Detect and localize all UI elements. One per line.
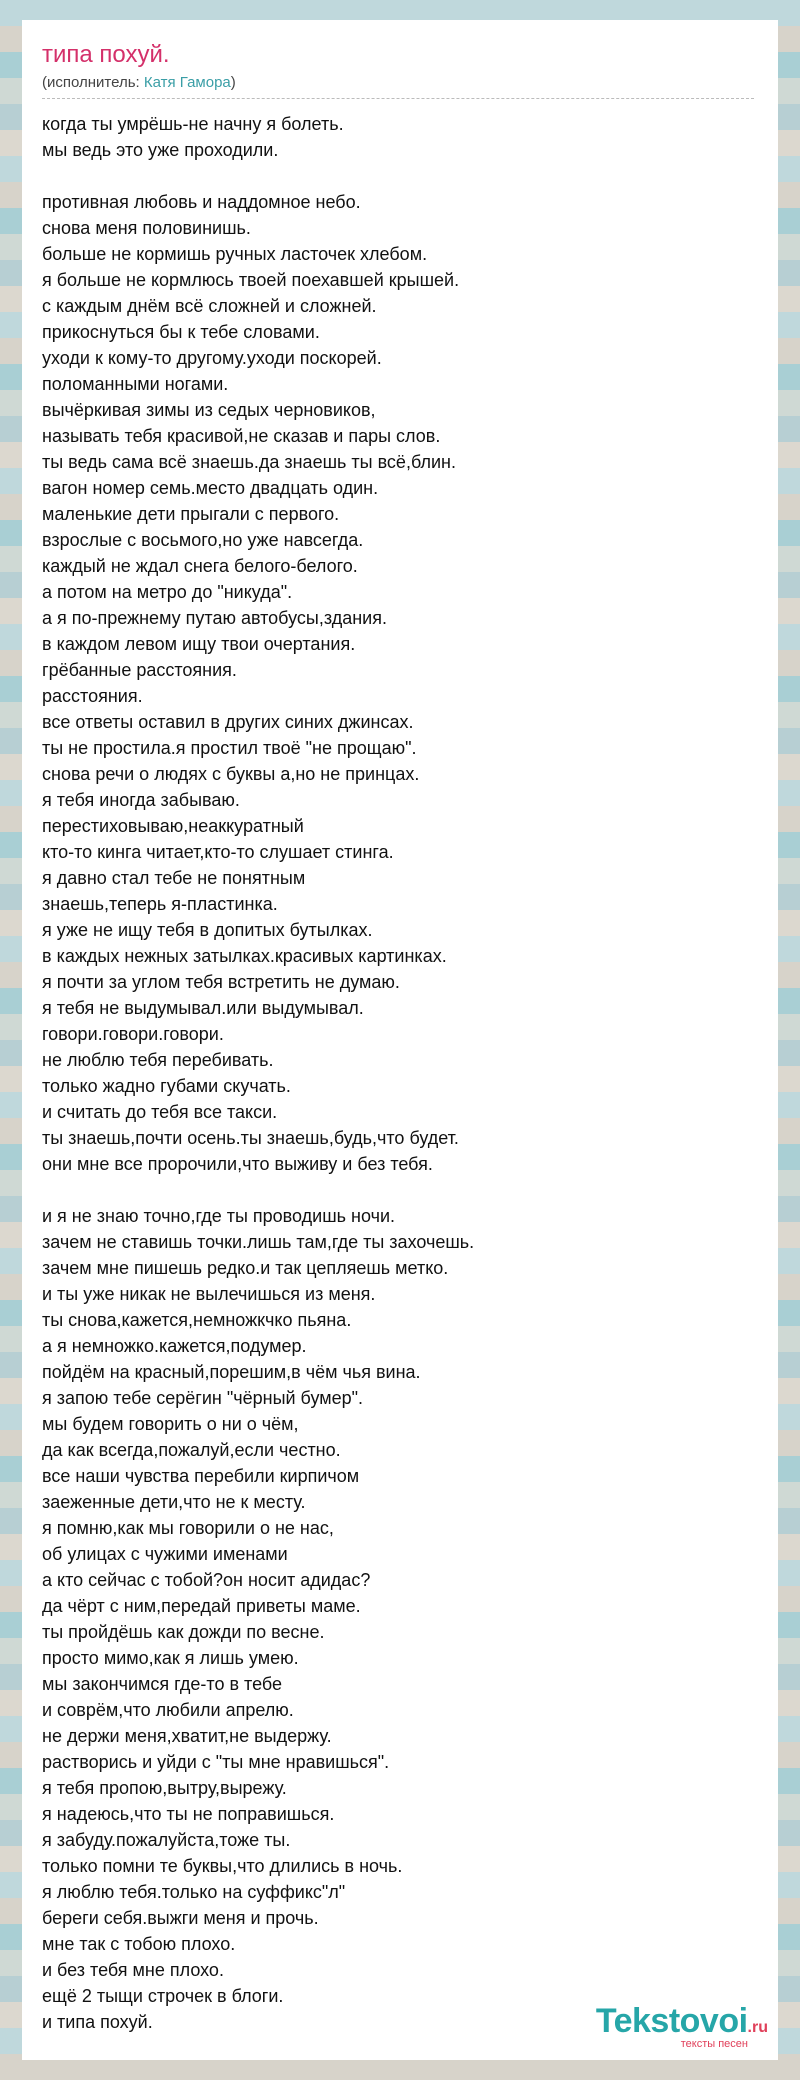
lyric-line: мы будем говорить о ни о чём, [42, 1414, 299, 1434]
lyric-line: знаешь,теперь я-пластинка. [42, 894, 278, 914]
lyric-line [42, 163, 758, 189]
lyric-line: я больше не кормлюсь твоей поехавшей крышей. [42, 270, 460, 290]
lyric-line: я забуду.пожалуйста,тоже ты. [42, 1830, 291, 1850]
lyric-line: я надеюсь,что ты не поправишься. [42, 1804, 335, 1824]
lyric-line: мы ведь это уже проходили. [42, 140, 279, 160]
lyric-line: я помню,как мы говорили о не нас, [42, 1518, 334, 1538]
lyric-line: перестиховываю,неаккуратный [42, 816, 304, 836]
lyric-line: взрослые с восьмого,но уже навсегда. [42, 530, 364, 550]
lyric-line: зачем не ставишь точки.лишь там,где ты захочешь. [42, 1232, 475, 1252]
lyric-line: в каждых нежных затылках.красивых картинках. [42, 946, 447, 966]
lyric-line: поломанными ногами. [42, 374, 229, 394]
lyric-line: все ответы оставил в других синих джинсах. [42, 712, 414, 732]
lyric-line: а я немножко.кажется,подумер. [42, 1336, 307, 1356]
lyric-line: а я по-прежнему путаю автобусы,здания. [42, 608, 387, 628]
lyric-line: ты не простила.я простил твоё "не прощаю". [42, 738, 417, 758]
performer-suffix: ) [230, 74, 236, 91]
lyric-line: кто-то кинга читает,кто-то слушает стинга. [42, 842, 394, 862]
lyric-line: снова меня половинишь. [42, 218, 251, 238]
lyric-line: да чёрт с ним,передай приветы маме. [42, 1596, 361, 1616]
lyric-line: об улицах с чужими именами [42, 1544, 288, 1564]
lyric-line: зачем мне пишешь редко.и так цепляешь метко. [42, 1258, 449, 1278]
lyric-line: когда ты умрёшь-не начну я болеть. [42, 114, 344, 134]
song-title: типа похуй. [42, 41, 170, 68]
lyric-line: вагон номер семь.место двадцать один. [42, 478, 379, 498]
lyric-line: говори.говори.говори. [42, 1024, 224, 1044]
lyric-line: расстояния. [42, 686, 143, 706]
lyric-line: растворись и уйди с "ты мне нравишься". [42, 1752, 390, 1772]
performer-prefix: (исполнитель: [42, 74, 144, 91]
lyric-line: маленькие дети прыгали с первого. [42, 504, 340, 524]
logo-wordmark: Tekstovoi [595, 2002, 748, 2040]
lyric-line: и считать до тебя все такси. [42, 1102, 278, 1122]
lyric-line: грёбанные расстояния. [42, 660, 237, 680]
lyric-line: ещё 2 тыщи строчек в блоги. [42, 1986, 284, 2006]
lyric-line: береги себя.выжги меня и прочь. [42, 1908, 319, 1928]
lyric-line: ты снова,кажется,немножкчко пьяна. [42, 1310, 352, 1330]
lyric-line: уходи к кому-то другому.уходи поскорей. [42, 348, 382, 368]
lyric-line: я уже не ищу тебя в допитых бутылках. [42, 920, 373, 940]
lyric-line: и ты уже никак не вылечишься из меня. [42, 1284, 376, 1304]
lyric-line: называть тебя красивой,не сказав и пары слов. [42, 426, 441, 446]
lyric-line: только жадно губами скучать. [42, 1076, 291, 1096]
lyric-line: не люблю тебя перебивать. [42, 1050, 274, 1070]
lyric-line: я люблю тебя.только на суффикс"л" [42, 1882, 346, 1902]
lyric-line: ты пройдёшь как дожди по весне. [42, 1622, 325, 1642]
lyrics-text [42, 111, 758, 2035]
lyric-line: в каждом левом ищу твои очертания. [42, 634, 356, 654]
lyric-line: а кто сейчас с тобой?он носит адидас? [42, 1570, 371, 1590]
logo-tagline: тексты песен [680, 2038, 748, 2050]
lyric-line: они мне все пророчили,что выживу и без тебя. [42, 1154, 433, 1174]
lyric-line: каждый не ждал снега белого-белого. [42, 556, 358, 576]
lyric-line: и я не знаю точно,где ты проводишь ночи. [42, 1206, 396, 1226]
lyric-line: да как всегда,пожалуй,если честно. [42, 1440, 341, 1460]
lyric-line: вычёркивая зимы из седых черновиков, [42, 400, 376, 420]
logo-tld: .ru [747, 2019, 768, 2036]
lyric-line: все наши чувства перебили кирпичом [42, 1466, 360, 1486]
lyric-line: больше не кормишь ручных ласточек хлебом. [42, 244, 428, 264]
lyric-line: я почти за углом тебя встретить не думаю. [42, 972, 400, 992]
lyric-line: противная любовь и наддомное небо. [42, 192, 361, 212]
lyric-line: не держи меня,хватит,не выдержу. [42, 1726, 332, 1746]
site-logo[interactable] [596, 2004, 768, 2050]
lyric-line: ты знаешь,почти осень.ты знаешь,будь,что будет. [42, 1128, 459, 1148]
lyric-line: я давно стал тебе не понятным [42, 868, 306, 888]
lyric-line: я тебя не выдумывал.или выдумывал. [42, 998, 364, 1018]
lyric-line: и типа похуй. [42, 2012, 153, 2032]
performer-line [42, 74, 754, 99]
lyric-line: ты ведь сама всё знаешь.да знаешь ты всё,блин. [42, 452, 456, 472]
lyric-line: я тебя иногда забываю. [42, 790, 240, 810]
lyric-line: и без тебя мне плохо. [42, 1960, 224, 1980]
lyric-line: только помни те буквы,что длились в ночь. [42, 1856, 403, 1876]
lyric-line [42, 1177, 758, 1203]
lyric-line: снова речи о людях с буквы а,но не принцах. [42, 764, 420, 784]
lyric-line: прикоснуться бы к тебе словами. [42, 322, 320, 342]
lyric-line: я тебя пропою,вытру,вырежу. [42, 1778, 287, 1798]
lyric-line: мы закончимся где-то в тебе [42, 1674, 283, 1694]
lyric-line: заеженные дети,что не к месту. [42, 1492, 306, 1512]
lyric-line: и соврём,что любили апрелю. [42, 1700, 294, 1720]
lyric-line: пойдём на красный,порешим,в чём чья вина. [42, 1362, 421, 1382]
lyric-line: я запою тебе серёгин "чёрный бумер". [42, 1388, 364, 1408]
lyric-line: мне так с тобою плохо. [42, 1934, 236, 1954]
lyric-line: а потом на метро до "никуда". [42, 582, 293, 602]
lyric-line: с каждым днём всё сложней и сложней. [42, 296, 377, 316]
lyrics-card [22, 20, 778, 2060]
performer-link[interactable]: Катя Гамора [143, 74, 231, 91]
lyric-line: просто мимо,как я лишь умею. [42, 1648, 299, 1668]
